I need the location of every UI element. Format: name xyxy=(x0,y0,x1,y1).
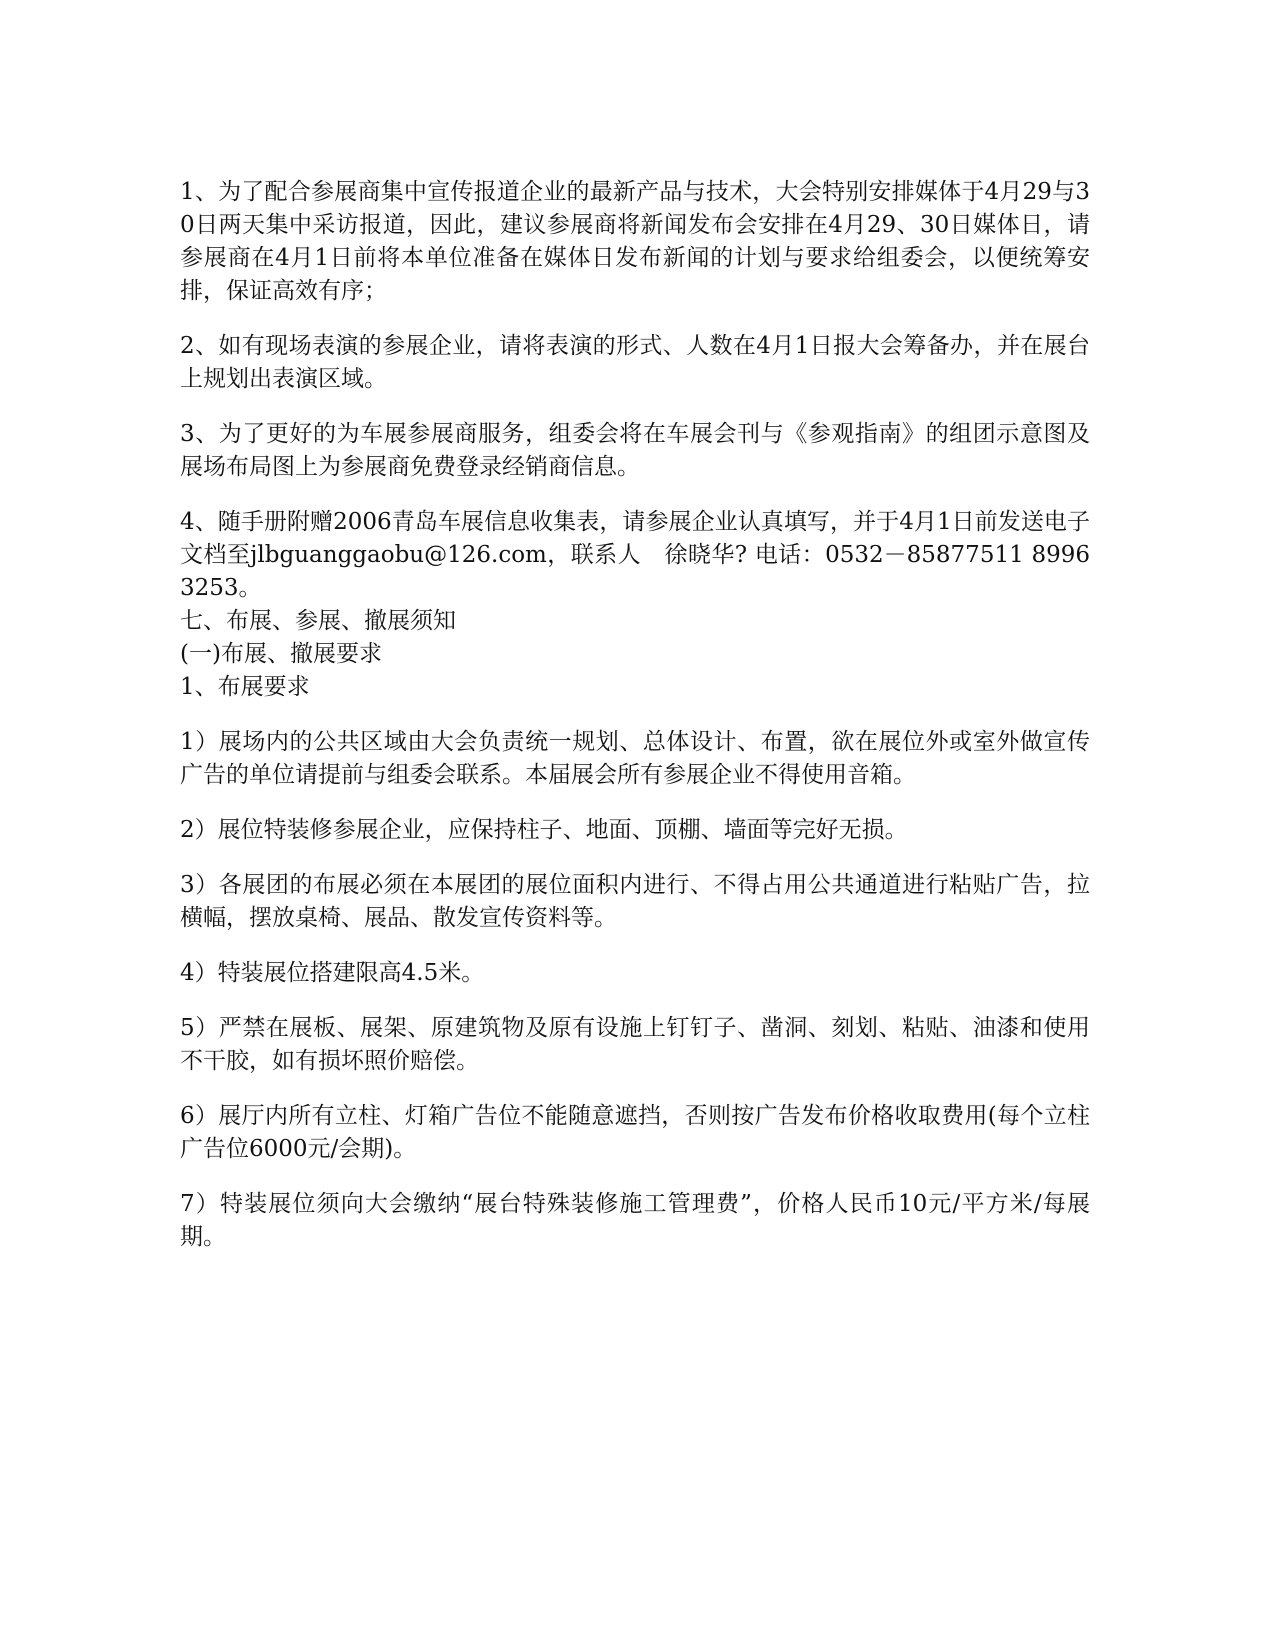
rule-item-3: 3）各展团的布展必须在本展团的展位面积内进行、不得占用公共通道进行粘贴广告，拉横幅，摆放桌椅、展品、散发宣传资料等。 xyxy=(180,872,1090,931)
document-page xyxy=(180,176,1090,1254)
subsection-title: 1、布展要求 xyxy=(180,674,310,700)
section-subtitle: (一)布展、撤展要求 xyxy=(180,641,382,667)
rule-item-2: 2）展位特装修参展企业，应保持柱子、地面、顶棚、墙面等完好无损。 xyxy=(180,817,908,843)
rule-item-5: 5）严禁在展板、展架、原建筑物及原有设施上钉钉子、凿洞、刻划、粘贴、油漆和使用不干胶，如有损坏照价赔偿。 xyxy=(180,1015,1090,1074)
rule-item-4: 4）特装展位搭建限高4.5米。 xyxy=(180,960,485,986)
section-title: 七、布展、参展、撤展须知 xyxy=(180,608,456,634)
rule-item-1: 1）展场内的公共区域由大会负责统一规划、总体设计、布置，欲在展位外或室外做宣传广告的单位请提前与组委会联系。本届展会所有参展企业不得使用音箱。 xyxy=(180,729,1090,788)
note-paragraph-2: 2、如有现场表演的参展企业，请将表演的形式、人数在4月1日报大会筹备办，并在展台上规划出表演区域。 xyxy=(180,333,1090,392)
note-paragraph-4: 4、随手册附赠2006青岛车展信息收集表，请参展企业认真填写，并于4月1日前发送电子文档至jlbguanggaobu@126.com，联系人 徐晓华? 电话：0532－85877511 89963253。 xyxy=(180,509,1090,601)
rule-item-6: 6）展厅内所有立柱、灯箱广告位不能随意遮挡，否则按广告发布价格收取费用(每个立柱广告位6000元/会期)。 xyxy=(180,1103,1090,1162)
note-paragraph-1: 1、为了配合参展商集中宣传报道企业的最新产品与技术，大会特别安排媒体于4月29与30日两天集中采访报道，因此，建议参展商将新闻发布会安排在4月29、30日媒体日，请参展商在4月1日前将本单位准备在媒体日发布新闻的计划与要求给组委会，以便统筹安排，保证高效有序； xyxy=(180,179,1090,304)
rule-item-7: 7）特装展位须向大会缴纳“展台特殊装修施工管理费”，价格人民币10元/平方米/每展期。 xyxy=(180,1191,1090,1250)
note-paragraph-3: 3、为了更好的为车展参展商服务，组委会将在车展会刊与《参观指南》的组团示意图及展场布局图上为参展商免费登录经销商信息。 xyxy=(180,421,1090,480)
